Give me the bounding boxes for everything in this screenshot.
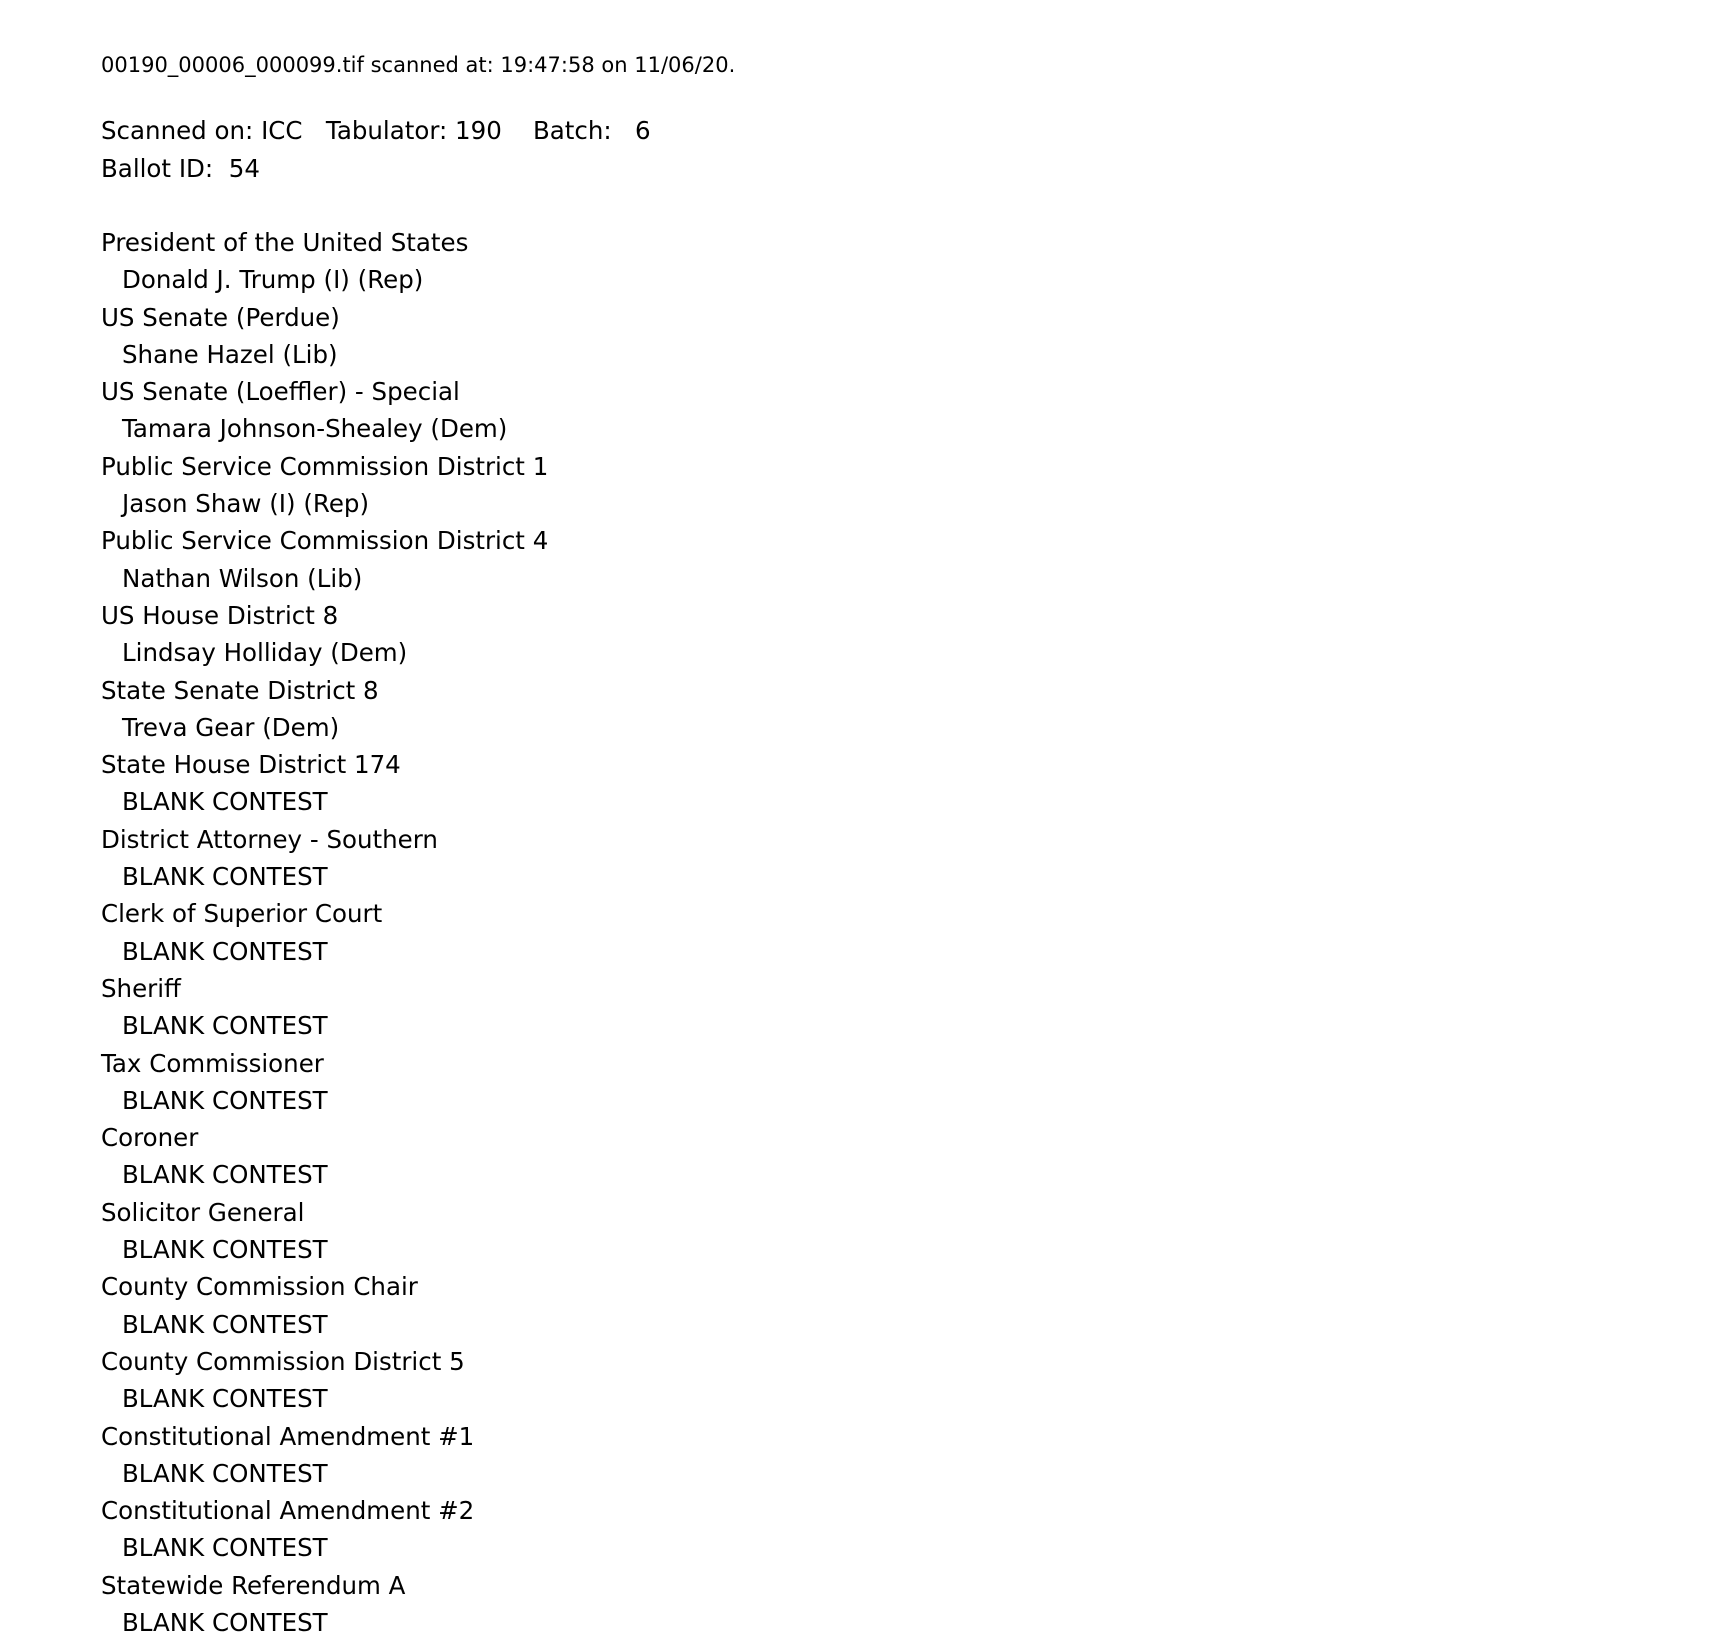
contest-name: Coroner <box>101 1123 199 1153</box>
contest-choice: BLANK CONTEST <box>122 1011 328 1041</box>
contest-choice: BLANK CONTEST <box>122 1085 328 1115</box>
contest-choice: BLANK CONTEST <box>122 1533 328 1563</box>
on-label: on <box>601 53 628 77</box>
ballot-id-row <box>101 150 651 188</box>
batch-label: Batch: <box>532 116 612 145</box>
contest-name: US House District 8 <box>101 600 339 630</box>
ballot-metadata <box>101 112 651 187</box>
scanned-on-value: ICC <box>261 116 303 145</box>
contest-name: State House District 174 <box>101 750 401 780</box>
tabulator-value: 190 <box>455 116 502 145</box>
contest-choice: Shane Hazel (Lib) <box>122 339 338 369</box>
contest-name: US Senate (Perdue) <box>101 302 340 332</box>
contest-name: District Attorney - Southern <box>101 824 438 854</box>
contest-name: Public Service Commission District 1 <box>101 451 549 481</box>
contest-name: Sheriff <box>101 973 181 1003</box>
contest-choice: BLANK CONTEST <box>122 1607 328 1637</box>
contest-name: US Senate (Loeffler) - Special <box>101 377 460 407</box>
contest-choice: BLANK CONTEST <box>122 1458 328 1488</box>
contest-name: Statewide Referendum A <box>101 1570 406 1600</box>
file-name: 00190_00006_000099.tif <box>101 53 364 77</box>
contest-name: Tax Commissioner <box>101 1048 324 1078</box>
contest-choice: BLANK CONTEST <box>122 862 328 892</box>
contest-choice: Nathan Wilson (Lib) <box>122 563 363 593</box>
contest-choice: BLANK CONTEST <box>122 1309 328 1339</box>
ballot-id-value: 54 <box>228 153 260 183</box>
contest-name: President of the United States <box>101 228 469 257</box>
scanner-row <box>101 112 651 150</box>
ballot-id-label: Ballot ID: <box>101 153 214 183</box>
scan-time: 19:47:58 <box>500 53 595 77</box>
contest-name: Clerk of Superior Court <box>101 899 383 929</box>
contest-name: County Commission District 5 <box>101 1346 465 1376</box>
contest-choice: BLANK CONTEST <box>122 936 328 966</box>
contest-name: County Commission Chair <box>101 1272 418 1302</box>
scanned-on-label: Scanned on: <box>101 116 254 145</box>
contest-choice: Donald J. Trump (I) (Rep) <box>122 265 424 295</box>
contest-choice: BLANK CONTEST <box>122 1160 328 1190</box>
scan-info-line <box>101 49 735 81</box>
contest-choice: Lindsay Holliday (Dem) <box>122 638 408 668</box>
contest-name: Public Service Commission District 4 <box>101 526 549 556</box>
contest-name: Constitutional Amendment #1 <box>101 1421 475 1451</box>
batch-value: 6 <box>635 116 651 145</box>
contest-name: State Senate District 8 <box>101 675 379 705</box>
scan-date: 11/06/20. <box>634 53 736 77</box>
contest-choice: BLANK CONTEST <box>122 1235 328 1265</box>
contest-name: Solicitor General <box>101 1197 305 1227</box>
contest-list <box>101 224 548 1641</box>
contest-choice: BLANK CONTEST <box>122 787 328 817</box>
contest-choice: Jason Shaw (I) (Rep) <box>122 489 370 519</box>
contest-name: Constitutional Amendment #2 <box>101 1496 475 1526</box>
contest-choice: Tamara Johnson-Shealey (Dem) <box>122 414 508 444</box>
contest-choice: Treva Gear (Dem) <box>122 712 340 742</box>
tabulator-label: Tabulator: <box>325 116 448 145</box>
scanned-at-label: scanned at: <box>370 53 494 77</box>
contest-choice: BLANK CONTEST <box>122 1384 328 1414</box>
